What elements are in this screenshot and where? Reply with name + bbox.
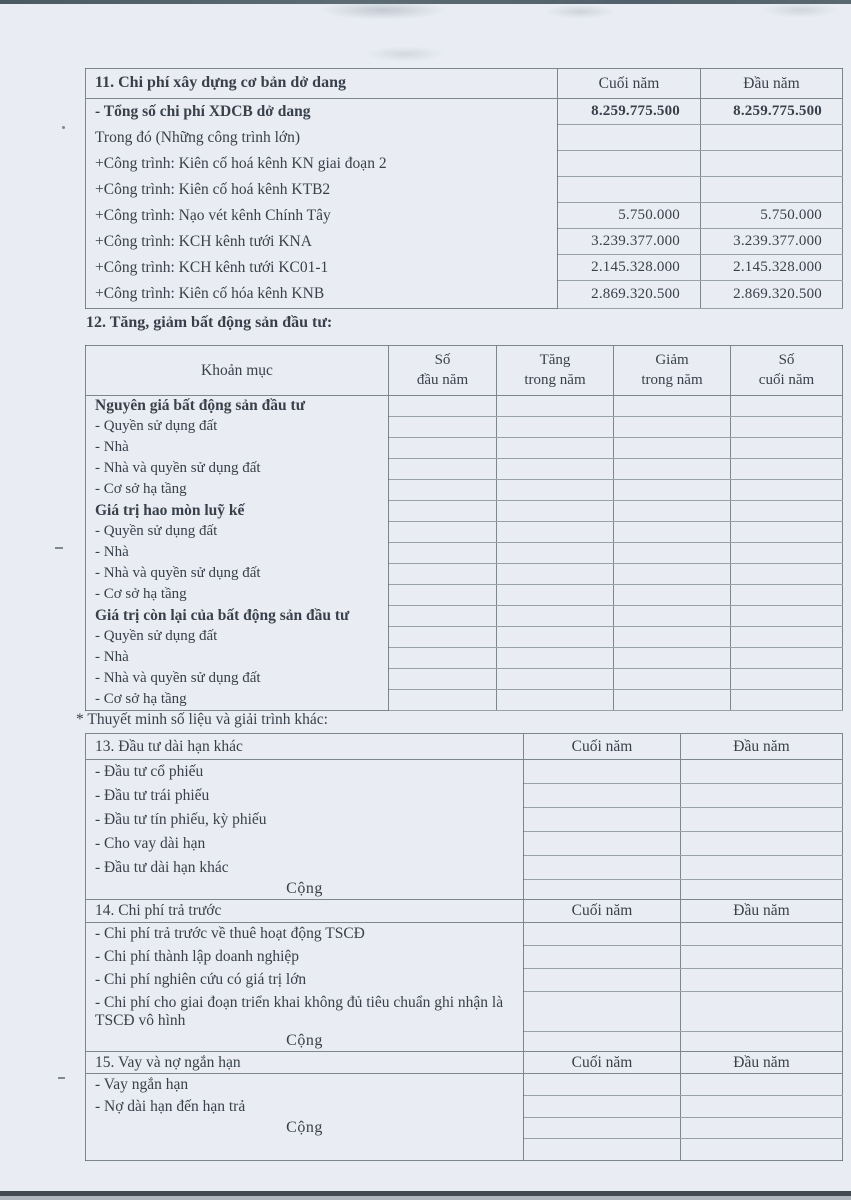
section-12-title: 12. Tăng, giảm bất động sản đầu tư: bbox=[86, 314, 333, 331]
table-row bbox=[86, 808, 843, 832]
table-row bbox=[86, 856, 843, 880]
value-end-of-year bbox=[558, 125, 701, 151]
empty-cell bbox=[524, 856, 681, 880]
empty-cell bbox=[681, 760, 843, 784]
row-label: - Nhà bbox=[95, 439, 129, 456]
row-label: - Nhà và quyền sử dụng đất bbox=[95, 460, 261, 477]
table-row bbox=[86, 281, 843, 309]
table-row bbox=[86, 522, 843, 543]
empty-cell bbox=[614, 417, 731, 438]
empty-cell bbox=[681, 1032, 843, 1052]
section-14-header-row bbox=[86, 900, 843, 923]
empty-cell bbox=[524, 880, 681, 900]
table-row bbox=[86, 255, 843, 281]
row-label: - Nhà và quyền sử dụng đất bbox=[95, 670, 261, 687]
table-row bbox=[86, 648, 843, 669]
value-end-of-year bbox=[558, 177, 701, 203]
empty-cell bbox=[681, 880, 843, 900]
table-row bbox=[86, 832, 843, 856]
row-label: - Đầu tư tín phiếu, kỳ phiếu bbox=[95, 810, 267, 828]
empty-cell bbox=[731, 522, 843, 543]
empty-cell bbox=[731, 648, 843, 669]
scan-smudge bbox=[760, 2, 840, 18]
column-header-decrease bbox=[614, 346, 731, 396]
header-line: đầu năm bbox=[416, 371, 469, 388]
header-line: Số bbox=[778, 352, 795, 368]
stray-ink-mark bbox=[62, 126, 65, 129]
table-row bbox=[86, 125, 843, 151]
table-row bbox=[86, 669, 843, 690]
scan-smudge bbox=[545, 4, 615, 19]
table-row bbox=[86, 99, 843, 125]
value-start-of-year: 2.869.320.500 bbox=[701, 281, 843, 309]
empty-cell bbox=[497, 648, 614, 669]
empty-cell bbox=[497, 417, 614, 438]
row-label: - Nhà bbox=[95, 544, 129, 561]
empty-cell bbox=[731, 396, 843, 417]
total-row bbox=[86, 1032, 843, 1052]
value-end-of-year: 3.239.377.000 bbox=[558, 229, 701, 255]
empty-cell bbox=[497, 585, 614, 606]
empty-cell bbox=[614, 606, 731, 627]
row-label: - Cho vay dài hạn bbox=[95, 834, 206, 852]
empty-cell bbox=[731, 627, 843, 648]
header-line: trong năm bbox=[641, 371, 703, 388]
total-label: Cộng bbox=[286, 880, 323, 898]
investment-property-table bbox=[85, 345, 843, 711]
empty-cell bbox=[497, 480, 614, 501]
value-start-of-year: 5.750.000 bbox=[701, 203, 843, 229]
table-header-row bbox=[86, 69, 843, 99]
empty-cell bbox=[524, 1074, 681, 1096]
section-11-title: 11. Chi phí xây dựng cơ bản dở dang bbox=[86, 69, 558, 99]
empty-cell bbox=[681, 1139, 843, 1161]
empty-cell bbox=[731, 690, 843, 711]
table-row bbox=[86, 946, 843, 969]
scan-smudge bbox=[365, 46, 445, 62]
column-header-start-of-year: Đầu năm bbox=[701, 69, 843, 99]
table-row bbox=[86, 203, 843, 229]
row-label: - Nhà bbox=[95, 649, 129, 666]
empty-cell bbox=[389, 648, 497, 669]
header-line: Tăng bbox=[539, 352, 571, 368]
notes-line: * Thuyết minh số liệu và giải trình khác: bbox=[76, 711, 328, 728]
table-row bbox=[86, 151, 843, 177]
table-row bbox=[86, 459, 843, 480]
value-end-of-year bbox=[558, 151, 701, 177]
row-label: Giá trị hao mòn luỹ kế bbox=[95, 502, 245, 520]
empty-cell bbox=[86, 1139, 524, 1161]
empty-cell bbox=[497, 396, 614, 417]
row-label: - Đầu tư trái phiếu bbox=[95, 786, 210, 804]
empty-cell bbox=[614, 480, 731, 501]
empty-cell bbox=[497, 669, 614, 690]
empty-cell bbox=[389, 690, 497, 711]
table-row bbox=[86, 229, 843, 255]
value-end-of-year: 2.145.328.000 bbox=[558, 255, 701, 281]
empty-cell bbox=[389, 585, 497, 606]
column-header-closing bbox=[731, 346, 843, 396]
column-header-increase bbox=[497, 346, 614, 396]
empty-cell bbox=[681, 992, 843, 1032]
empty-cell bbox=[681, 832, 843, 856]
empty-cell bbox=[731, 669, 843, 690]
table-row bbox=[86, 1074, 843, 1096]
empty-cell bbox=[731, 417, 843, 438]
value-end-of-year: 2.869.320.500 bbox=[558, 281, 701, 309]
empty-cell bbox=[389, 606, 497, 627]
total-label: Cộng bbox=[286, 1032, 323, 1050]
table-row bbox=[86, 438, 843, 459]
column-header-end-of-year: Cuối năm bbox=[558, 69, 701, 99]
empty-cell bbox=[614, 438, 731, 459]
table-row bbox=[86, 627, 843, 648]
column-header-end-of-year: Cuối năm bbox=[524, 734, 681, 760]
stray-ink-mark bbox=[55, 547, 63, 549]
table-row bbox=[86, 501, 843, 522]
row-label: - Chi phí thành lập doanh nghiệp bbox=[95, 948, 300, 966]
row-label: - Quyền sử dụng đất bbox=[95, 523, 218, 540]
row-label: +Công trình: Nạo vét kênh Chính Tây bbox=[95, 206, 331, 224]
header-line: cuối năm bbox=[758, 371, 815, 388]
empty-cell bbox=[681, 946, 843, 969]
empty-cell bbox=[497, 522, 614, 543]
empty-cell bbox=[614, 522, 731, 543]
empty-cell bbox=[524, 832, 681, 856]
row-label: - Cơ sở hạ tầng bbox=[95, 481, 187, 498]
empty-cell bbox=[389, 501, 497, 522]
empty-cell bbox=[614, 585, 731, 606]
empty-cell bbox=[614, 648, 731, 669]
empty-cell bbox=[681, 808, 843, 832]
column-header-item: Khoản mục bbox=[86, 346, 389, 396]
section-14-title: 14. Chi phí trả trước bbox=[86, 900, 524, 923]
table-row bbox=[86, 1096, 843, 1118]
row-label: - Đầu tư cổ phiếu bbox=[95, 762, 204, 780]
header-line: Giảm bbox=[655, 352, 689, 368]
scanner-edge-top bbox=[0, 0, 851, 4]
header-line: trong năm bbox=[524, 371, 586, 388]
empty-cell bbox=[389, 522, 497, 543]
row-label: Giá trị còn lại của bất động sản đầu tư bbox=[95, 607, 350, 625]
total-row bbox=[86, 1118, 843, 1139]
row-label: - Cơ sở hạ tầng bbox=[95, 691, 187, 708]
empty-cell bbox=[731, 459, 843, 480]
empty-cell bbox=[731, 564, 843, 585]
column-header-opening bbox=[389, 346, 497, 396]
empty-cell bbox=[497, 543, 614, 564]
empty-cell bbox=[389, 564, 497, 585]
empty-row bbox=[86, 1139, 843, 1161]
table-row bbox=[86, 969, 843, 992]
stray-ink-mark bbox=[58, 1077, 65, 1079]
table-row bbox=[86, 923, 843, 946]
empty-cell bbox=[389, 480, 497, 501]
empty-cell bbox=[524, 1139, 681, 1161]
value-start-of-year bbox=[701, 177, 843, 203]
empty-cell bbox=[497, 690, 614, 711]
table-row bbox=[86, 480, 843, 501]
table-row bbox=[86, 784, 843, 808]
sections-13-14-15-table bbox=[85, 733, 843, 1161]
table-row bbox=[86, 992, 843, 1032]
table-row bbox=[86, 760, 843, 784]
empty-cell bbox=[524, 969, 681, 992]
empty-cell bbox=[614, 396, 731, 417]
row-label: +Công trình: Kiên cố hóa kênh KNB bbox=[95, 285, 325, 303]
empty-cell bbox=[731, 438, 843, 459]
row-label: - Quyền sử dụng đất bbox=[95, 628, 218, 645]
table-row bbox=[86, 690, 843, 711]
empty-cell bbox=[389, 459, 497, 480]
row-label: - Đầu tư dài hạn khác bbox=[95, 858, 229, 876]
empty-cell bbox=[614, 459, 731, 480]
table-row bbox=[86, 543, 843, 564]
empty-cell bbox=[681, 923, 843, 946]
section-13-title: 13. Đầu tư dài hạn khác bbox=[86, 734, 524, 760]
empty-cell bbox=[614, 564, 731, 585]
section-15-title: 15. Vay và nợ ngắn hạn bbox=[86, 1052, 524, 1074]
empty-cell bbox=[524, 1118, 681, 1139]
empty-cell bbox=[681, 856, 843, 880]
empty-cell bbox=[681, 784, 843, 808]
row-label: - Nợ dài hạn đến hạn trả bbox=[95, 1097, 246, 1115]
table-row bbox=[86, 606, 843, 627]
empty-cell bbox=[524, 1032, 681, 1052]
empty-cell bbox=[389, 627, 497, 648]
empty-cell bbox=[524, 1096, 681, 1118]
empty-cell bbox=[497, 438, 614, 459]
row-label: +Công trình: Kiên cố hoá kênh KN giai đoạn 2 bbox=[95, 154, 387, 172]
row-label: - Cơ sở hạ tầng bbox=[95, 586, 187, 603]
construction-in-progress-table bbox=[85, 68, 843, 309]
total-row bbox=[86, 880, 843, 900]
row-label: - Chi phí trả trước về thuê hoạt động TSCĐ bbox=[95, 925, 365, 943]
value-start-of-year: 3.239.377.000 bbox=[701, 229, 843, 255]
empty-cell bbox=[681, 1118, 843, 1139]
empty-cell bbox=[524, 784, 681, 808]
column-header-start-of-year: Đầu năm bbox=[681, 1052, 843, 1074]
table-header-row bbox=[86, 346, 843, 396]
row-label: - Vay ngắn hạn bbox=[95, 1075, 189, 1093]
empty-cell bbox=[681, 1096, 843, 1118]
empty-cell bbox=[731, 585, 843, 606]
empty-cell bbox=[731, 606, 843, 627]
empty-cell bbox=[614, 627, 731, 648]
value-end-of-year: 5.750.000 bbox=[558, 203, 701, 229]
empty-cell bbox=[524, 946, 681, 969]
row-label: +Công trình: KCH kênh tưới KNA bbox=[95, 232, 312, 250]
total-label: Cộng bbox=[286, 1118, 323, 1136]
column-header-end-of-year: Cuối năm bbox=[524, 1052, 681, 1074]
empty-cell bbox=[524, 808, 681, 832]
empty-cell bbox=[614, 501, 731, 522]
row-label: Nguyên giá bất động sản đầu tư bbox=[95, 397, 305, 415]
table-row bbox=[86, 564, 843, 585]
row-label: - Nhà và quyền sử dụng đất bbox=[95, 565, 261, 582]
value-start-of-year: 8.259.775.500 bbox=[701, 99, 843, 125]
empty-cell bbox=[524, 923, 681, 946]
section-15-header-row bbox=[86, 1052, 843, 1074]
row-label: - Chi phí cho giai đoạn triển khai không đủ tiêu chuẩn ghi nhận là TSCĐ vô hình bbox=[95, 993, 504, 1029]
empty-cell bbox=[524, 760, 681, 784]
value-start-of-year bbox=[701, 151, 843, 177]
empty-cell bbox=[681, 969, 843, 992]
empty-cell bbox=[389, 417, 497, 438]
section-13-header-row bbox=[86, 734, 843, 760]
row-label: - Tổng số chi phí XDCB dở dang bbox=[95, 102, 311, 120]
column-header-start-of-year: Đầu năm bbox=[681, 734, 843, 760]
row-label: - Chi phí nghiên cứu có giá trị lớn bbox=[95, 971, 307, 989]
empty-cell bbox=[389, 438, 497, 459]
row-label: Trong đó (Những công trình lớn) bbox=[95, 128, 301, 146]
column-header-start-of-year: Đầu năm bbox=[681, 900, 843, 923]
empty-cell bbox=[731, 480, 843, 501]
row-label: +Công trình: Kiên cố hoá kênh KTB2 bbox=[95, 180, 331, 198]
value-start-of-year: 2.145.328.000 bbox=[701, 255, 843, 281]
empty-cell bbox=[614, 543, 731, 564]
empty-cell bbox=[497, 606, 614, 627]
empty-cell bbox=[497, 564, 614, 585]
empty-cell bbox=[497, 459, 614, 480]
empty-cell bbox=[389, 396, 497, 417]
table-row bbox=[86, 177, 843, 203]
empty-cell bbox=[614, 669, 731, 690]
empty-cell bbox=[614, 690, 731, 711]
empty-cell bbox=[497, 627, 614, 648]
header-line: Số bbox=[434, 352, 451, 368]
empty-cell bbox=[497, 501, 614, 522]
value-start-of-year bbox=[701, 125, 843, 151]
empty-cell bbox=[389, 543, 497, 564]
empty-cell bbox=[389, 669, 497, 690]
empty-cell bbox=[524, 992, 681, 1032]
table-row bbox=[86, 585, 843, 606]
empty-cell bbox=[731, 501, 843, 522]
column-header-end-of-year: Cuối năm bbox=[524, 900, 681, 923]
table-row bbox=[86, 396, 843, 417]
scanner-edge-bottom bbox=[0, 1191, 851, 1200]
row-label: - Quyền sử dụng đất bbox=[95, 418, 218, 435]
empty-cell bbox=[731, 543, 843, 564]
row-label: +Công trình: KCH kênh tưới KC01-1 bbox=[95, 258, 329, 276]
empty-cell bbox=[681, 1074, 843, 1096]
table-row bbox=[86, 417, 843, 438]
value-end-of-year: 8.259.775.500 bbox=[558, 99, 701, 125]
